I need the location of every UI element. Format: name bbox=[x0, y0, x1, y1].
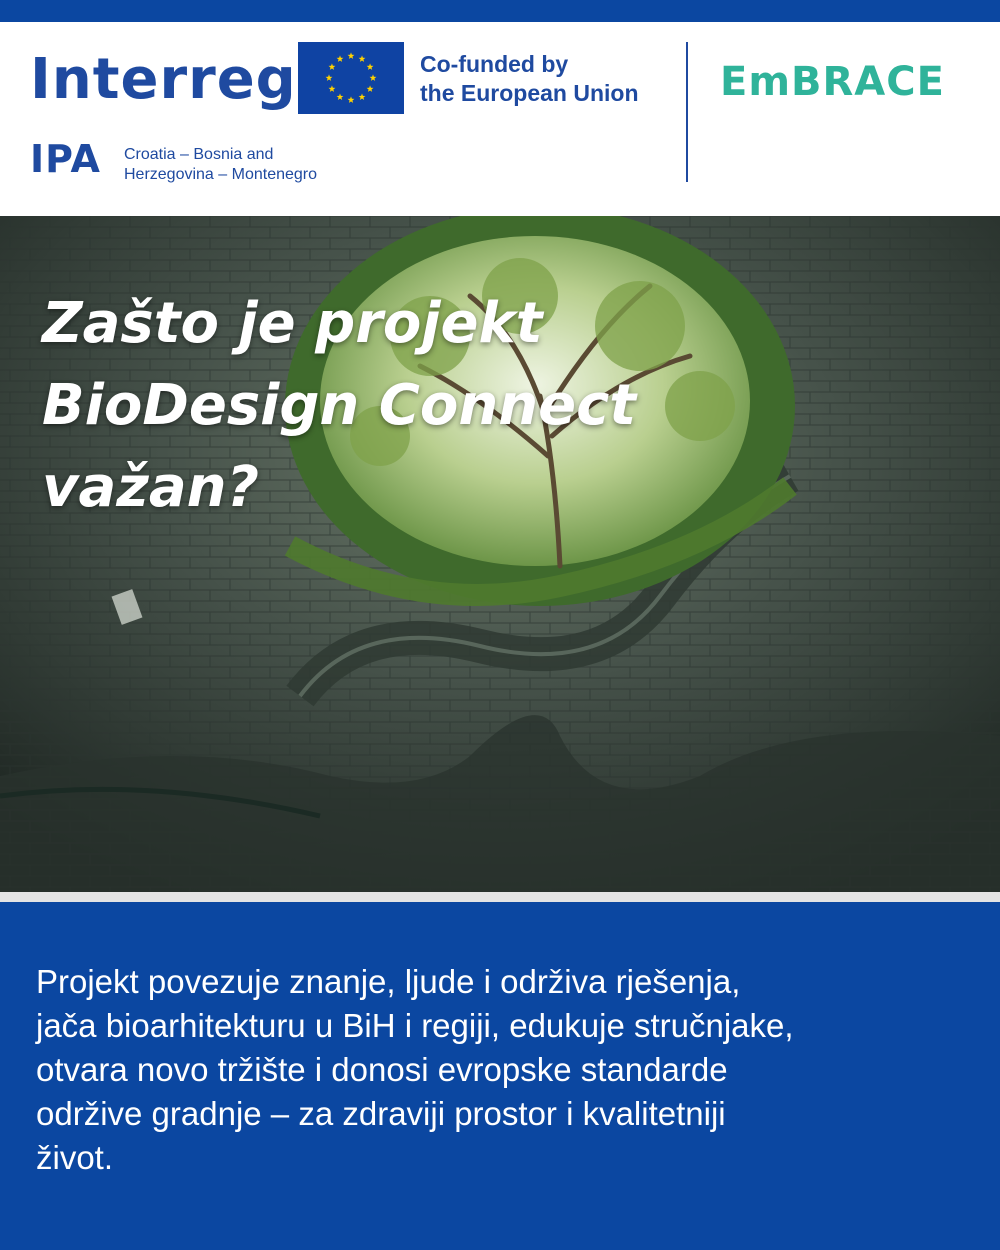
eu-flag-stars bbox=[298, 42, 404, 114]
description-line-2: jača bioarhitekturu u BiH i regiji, edukuje stručnjake, bbox=[36, 1007, 794, 1044]
photo-separator bbox=[0, 892, 1000, 902]
embrace-logo: EmBRACE bbox=[720, 59, 945, 105]
eu-flag-icon bbox=[298, 42, 404, 114]
logo-header bbox=[0, 22, 1000, 216]
cofund-line-1: Co-funded by bbox=[420, 51, 569, 77]
description-line-1: Projekt povezuje znanje, ljude i održiva rješenja, bbox=[36, 963, 741, 1000]
ipa-region-line-1: Croatia – Bosnia and bbox=[124, 146, 274, 163]
ipa-region-text bbox=[124, 145, 317, 185]
headline-line-1: Zašto je projekt bbox=[42, 291, 543, 356]
description-line-4: održive gradnje – za zdraviji prostor i kvalitetniji bbox=[36, 1095, 726, 1132]
cofunded-text bbox=[420, 50, 639, 108]
hero-photo bbox=[0, 216, 1000, 892]
description-line-5: život. bbox=[36, 1139, 114, 1176]
description-text bbox=[36, 960, 976, 1180]
cofund-line-2: the European Union bbox=[420, 80, 639, 106]
headline bbox=[42, 283, 802, 529]
ipa-logo: IPA bbox=[30, 137, 101, 181]
ipa-region-line-2: Herzegovina – Montenegro bbox=[124, 166, 318, 183]
description-line-3: otvara novo tržište i donosi evropske standarde bbox=[36, 1051, 728, 1088]
header-divider bbox=[686, 42, 688, 182]
headline-line-2: BioDesign Connect bbox=[42, 373, 637, 438]
headline-line-3: važan? bbox=[42, 455, 260, 520]
interreg-logo: Interreg bbox=[30, 47, 297, 112]
top-accent-bar bbox=[0, 0, 1000, 22]
